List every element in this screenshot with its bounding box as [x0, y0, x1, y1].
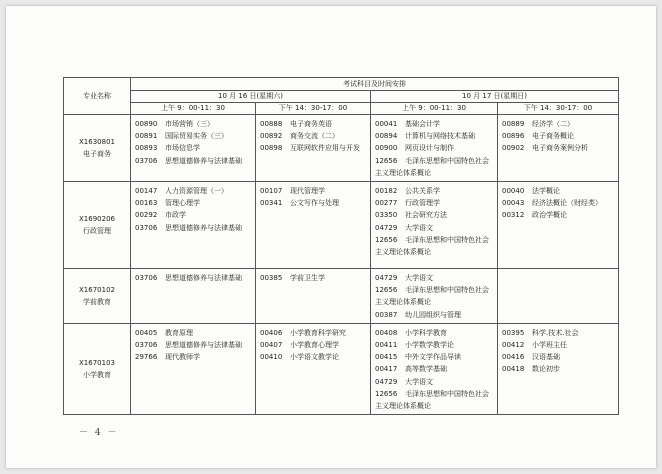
course-entry [135, 185, 251, 197]
course-title: 毛泽东思想和中国特色社会 [405, 286, 489, 295]
course-code: 00416 [502, 353, 525, 362]
course-entry [375, 185, 493, 197]
course-title: 思想道德修养与法律基础 [165, 274, 242, 283]
course-code: 00292 [135, 211, 158, 220]
course-title: 思想道德修养与法律基础 [165, 341, 242, 350]
major-name: 行政管理 [83, 227, 111, 236]
course-entry [135, 339, 251, 351]
schedule-header: 考试科目及时间安排 [131, 78, 619, 91]
course-entry [135, 118, 251, 130]
course-title: 毛泽东思想和中国特色社会 [405, 389, 489, 398]
table-row [64, 269, 619, 324]
major-name-header: 专业名称 [64, 78, 131, 115]
course-code: 12656 [375, 156, 398, 165]
course-title: 小学科学教育 [405, 328, 447, 337]
major-name: 学前教育 [83, 297, 111, 306]
course-title: 公文写作与处理 [290, 199, 339, 208]
course-entry [375, 284, 493, 296]
course-title: 幼儿园组织与管理 [405, 310, 461, 319]
page-number: － 4 － [79, 428, 119, 438]
course-entry [260, 351, 366, 363]
major-name: 电子商务 [83, 150, 111, 158]
course-code: 00418 [502, 365, 525, 374]
major-code: X1630801 [79, 138, 115, 146]
course-title: 大学语文 [405, 377, 433, 386]
course-code: 29766 [135, 353, 158, 362]
major-cell [64, 323, 131, 414]
course-entry [260, 339, 366, 351]
slot-header: 下午 14：30-17：00 [256, 103, 371, 115]
table-row [64, 323, 619, 414]
course-title: 高等数学基础 [405, 365, 447, 374]
schedule-cell [131, 269, 256, 324]
course-code: 00163 [135, 199, 158, 208]
course-code: 00411 [375, 341, 398, 350]
major-code: X1670103 [79, 359, 115, 368]
course-title: 小学班主任 [532, 341, 567, 350]
course-code: 00408 [375, 328, 398, 337]
course-code: 00395 [502, 328, 525, 337]
course-code: 00898 [260, 144, 283, 153]
course-entry [135, 209, 251, 221]
course-title: 社会研究方法 [405, 211, 447, 220]
course-title: 教育原理 [165, 328, 193, 337]
course-title: 电子商务案例分析 [532, 144, 588, 153]
course-title: 思想道德修养与法律基础 [165, 156, 242, 165]
course-entry [135, 155, 251, 167]
course-title-continued: 主义理论体系概论 [375, 168, 431, 177]
major-code: X1690206 [79, 215, 115, 224]
slot-header: 下午 14：30-17：00 [498, 103, 619, 115]
course-title: 基础会计学 [405, 120, 440, 128]
course-entry [502, 118, 614, 130]
course-code: 00385 [260, 274, 283, 283]
course-entry [375, 130, 493, 142]
course-title: 小学语文教学论 [290, 353, 339, 362]
course-code: 00890 [135, 120, 158, 128]
schedule-cell [131, 323, 256, 414]
course-entry [502, 142, 614, 154]
course-title-continued: 主义理论体系概论 [375, 402, 431, 411]
course-title: 市场信息学 [165, 144, 200, 153]
schedule-cell [498, 182, 619, 269]
course-entry [375, 327, 493, 339]
course-title: 商务交流（二） [290, 132, 339, 141]
course-title: 现代管理学 [290, 187, 325, 196]
course-entry [260, 272, 366, 284]
course-entry [375, 376, 493, 388]
course-code: 04729 [375, 377, 398, 386]
course-code: 00891 [135, 132, 158, 141]
course-code: 00892 [260, 132, 283, 141]
course-entry [375, 209, 493, 221]
course-title: 数论初步 [532, 365, 560, 374]
course-title: 管理心理学 [165, 199, 200, 208]
course-code: 00888 [260, 120, 283, 128]
course-entry [135, 142, 251, 154]
course-title: 毛泽东思想和中国特色社会 [405, 156, 489, 165]
course-code: 00902 [502, 144, 525, 153]
course-title: 现代教师学 [165, 353, 200, 362]
course-code: 00312 [502, 211, 525, 220]
course-title: 国际贸易实务（三） [165, 132, 228, 141]
course-code: 03706 [135, 156, 158, 165]
course-title: 公共关系学 [405, 187, 440, 196]
course-title: 中外文学作品导读 [405, 353, 461, 362]
course-code: 00041 [375, 120, 398, 128]
course-code: 00107 [260, 187, 283, 196]
schedule-cell [371, 182, 498, 269]
schedule-cell [371, 115, 498, 182]
course-entry [502, 339, 614, 351]
course-code: 00893 [135, 144, 158, 153]
course-code: 00341 [260, 199, 283, 208]
course-code: 00406 [260, 328, 283, 337]
course-code: 12656 [375, 235, 398, 244]
course-entry [135, 130, 251, 142]
course-title: 学前卫生学 [290, 274, 325, 283]
course-title: 电子商务概论 [532, 132, 574, 141]
course-code: 00900 [375, 144, 398, 153]
course-entry [260, 130, 366, 142]
course-entry [260, 118, 366, 130]
major-name: 小学教育 [83, 371, 111, 380]
course-title: 经济学（二） [532, 120, 574, 128]
course-entry [375, 351, 493, 363]
course-title: 计算机与网络技术基础 [405, 132, 475, 141]
course-code: 00415 [375, 353, 398, 362]
course-code: 03706 [135, 341, 158, 350]
schedule-cell [371, 323, 498, 414]
course-entry [502, 130, 614, 142]
course-entry [502, 209, 614, 221]
course-title: 人力资源管理（一） [165, 187, 228, 196]
course-entry [502, 363, 614, 375]
table-row [64, 182, 619, 269]
major-cell [64, 269, 131, 324]
course-entry [135, 272, 251, 284]
course-entry [135, 197, 251, 209]
schedule-cell [256, 323, 371, 414]
course-title: 小学数学教学论 [405, 341, 454, 350]
course-code: 00410 [260, 353, 283, 362]
schedule-cell [498, 323, 619, 414]
schedule-cell [256, 269, 371, 324]
course-entry [375, 309, 493, 321]
course-code: 00387 [375, 310, 398, 319]
day1-header: 10 月 16 日(星期六) [131, 91, 371, 103]
course-title: 科学.技术.社会 [532, 328, 579, 337]
course-code: 04729 [375, 223, 398, 232]
course-code: 03350 [375, 211, 398, 220]
course-title: 政治学概论 [532, 211, 567, 220]
course-entry [502, 185, 614, 197]
course-entry [375, 388, 493, 400]
course-code: 03706 [135, 274, 158, 283]
course-code: 00147 [135, 187, 158, 196]
course-entry [375, 118, 493, 130]
course-entry [375, 222, 493, 234]
schedule-cell [256, 182, 371, 269]
course-code: 00896 [502, 132, 525, 141]
course-code: 00889 [502, 120, 525, 128]
course-code: 04729 [375, 274, 398, 283]
course-code: 00407 [260, 341, 283, 350]
course-entry [375, 142, 493, 154]
course-entry [502, 327, 614, 339]
course-code: 00182 [375, 187, 398, 196]
course-title: 小学教育心理学 [290, 341, 339, 350]
course-entry [375, 339, 493, 351]
course-code: 00894 [375, 132, 398, 141]
course-code: 12656 [375, 286, 398, 295]
course-title-continued: 主义理论体系概论 [375, 298, 431, 307]
course-entry [260, 327, 366, 339]
course-entry [375, 272, 493, 284]
course-title: 思想道德修养与法律基础 [165, 223, 242, 232]
course-code: 00040 [502, 187, 525, 196]
course-code: 00043 [502, 199, 525, 208]
course-entry [375, 197, 493, 209]
course-code: 00412 [502, 341, 525, 350]
course-title-continued: 主义理论体系概论 [375, 248, 431, 257]
course-code: 00417 [375, 365, 398, 374]
course-title: 网页设计与制作 [405, 144, 454, 153]
course-code: 12656 [375, 389, 398, 398]
course-title: 经济法概论（财经类） [532, 199, 602, 208]
exam-schedule-table [63, 77, 619, 415]
table-row [64, 115, 619, 182]
course-code: 03706 [135, 223, 158, 232]
course-title: 汉语基础 [532, 353, 560, 362]
document-page [6, 6, 656, 468]
day2-header: 10 月 17 日(星期日) [371, 91, 619, 103]
course-entry [260, 197, 366, 209]
course-title: 法学概论 [532, 187, 560, 196]
course-title: 大学语文 [405, 274, 433, 283]
course-code: 00277 [375, 199, 398, 208]
major-code: X1670102 [79, 285, 115, 294]
course-entry [260, 185, 366, 197]
schedule-cell [131, 182, 256, 269]
major-cell [64, 182, 131, 269]
schedule-cell [131, 115, 256, 182]
course-title: 行政管理学 [405, 199, 440, 208]
course-entry [135, 351, 251, 363]
schedule-cell [256, 115, 371, 182]
schedule-body [64, 115, 619, 415]
course-title: 市政学 [165, 211, 186, 220]
schedule-cell [498, 269, 619, 324]
course-entry [375, 234, 493, 246]
course-entry [135, 327, 251, 339]
course-title: 毛泽东思想和中国特色社会 [405, 235, 489, 244]
course-entry [260, 142, 366, 154]
course-title: 市场营销（三） [165, 120, 214, 128]
slot-header: 上午 9：00-11：30 [371, 103, 498, 115]
course-title: 小学教育科学研究 [290, 328, 346, 337]
course-title: 大学语文 [405, 223, 433, 232]
course-entry [375, 155, 493, 167]
course-entry [502, 351, 614, 363]
course-entry [502, 197, 614, 209]
course-code: 00405 [135, 328, 158, 337]
course-title: 电子商务英语 [290, 120, 332, 128]
schedule-cell [498, 115, 619, 182]
course-entry [135, 222, 251, 234]
major-cell [64, 115, 131, 182]
slot-header: 上午 9：00-11：30 [131, 103, 256, 115]
schedule-cell [371, 269, 498, 324]
course-entry [375, 363, 493, 375]
course-title: 互联网软件应用与开发 [290, 144, 360, 153]
